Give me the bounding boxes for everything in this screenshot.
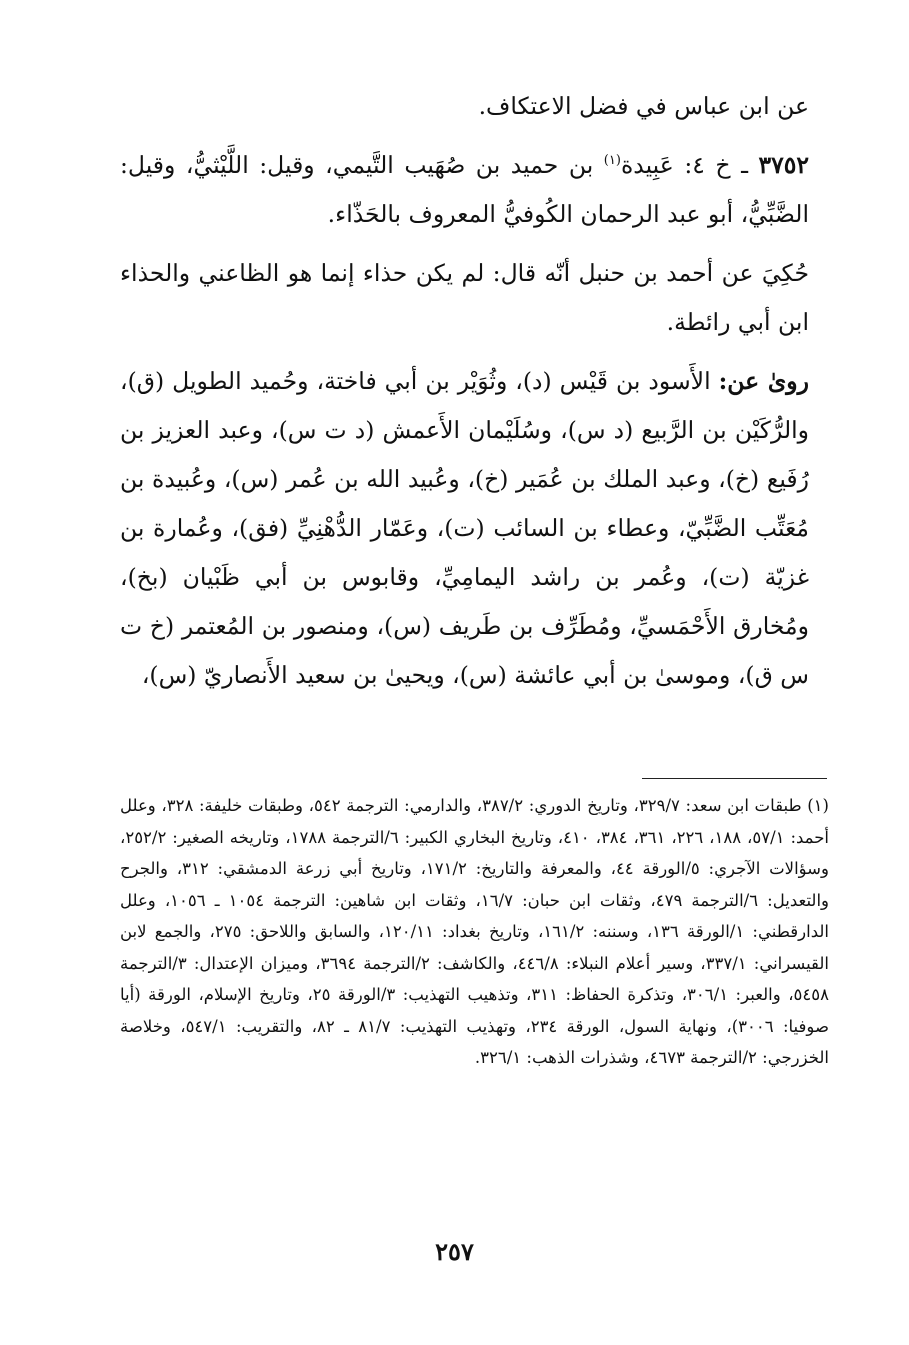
- paragraph-rawa: [120, 357, 809, 700]
- main-text: [120, 82, 809, 700]
- footnotes: [120, 790, 829, 1074]
- entry-text-start: ـ خ ٤: عَبِيدة: [620, 151, 759, 179]
- entry-number: ٣٧٥٢: [758, 151, 809, 179]
- footnote-separator: [642, 778, 827, 779]
- entry-heading: [120, 141, 809, 239]
- rawa-label: روىٰ عن:: [718, 367, 809, 395]
- footnote-reference[interactable]: (١): [603, 153, 621, 169]
- paragraph-hukiya: حُكِيَ عن أحمد بن حنبل أنّه قال: لم يكن حذاء إنما هو الظاعني والحذاء ابن أبي رائطة.: [120, 259, 809, 336]
- page-number: ٢٥٧: [435, 1237, 474, 1266]
- paragraph-continuation: عن ابن عباس في فضل الاعتكاف.: [478, 92, 809, 120]
- entry-text-rest: بن حميد بن صُهَيب التَّيمي، وقيل: اللَّيْثيُّ، وقيل: الضَّبِّيُّ، أبو عبد الرحمان الكُوفيُّ المعروف بالحَذّاء.: [120, 151, 809, 228]
- rawa-text: الأَسود بن قَيْس (د)، وثُوَيْر بن أبي فاختة، وحُميد الطويل (ق)، والرُّكَيْن بن الرَّبيع (د س)، وسُلَيْمان الأَعمش (د ت س)، وعبد العزيز بن رُفَيع (خ)، وعبد الملك بن عُمَير (خ)، وعُبيد الله بن عُمر (س)، وعُبيدة بن مُعَتِّب الضَّبِّيّ، وعطاء بن السائب (ت)، وعَمّار الدُّهْنِيِّ (فق)، وعُمارة بن غزيّة (ت)، وعُمر بن راشد اليمامِيِّ، وقابوس بن أبي ظَبْيان (بخ)، ومُخارق الأَحْمَسيِّ، ومُطَرِّف بن طَريف (س)، ومنصور بن المُعتمر (خ ت س ق)، وموسىٰ بن أبي عائشة (س)، ويحيىٰ بن سعيد الأَنصاريّ (س)،: [120, 367, 809, 689]
- footnote-1: (١) طبقات ابن سعد: ٣٢٩/٧، وتاريخ الدوري: ٣٨٧/٢، والدارمي: الترجمة ٥٤٢، وطبقات خليفة: ٣٢٨، وعلل أحمد: ٥٧/١، ١٨٨، ٢٢٦، ٣٦١، ٣٨٤، ٤١٠، وتاريخ البخاري الكبير: ٦/الترجمة ١٧٨٨، وتاريخه الصغير: ٢٥٢/٢، وسؤالات الآجري: ٥/الورقة ٤٤، والمعرفة والتاريخ: ١٧١/٢، وتاريخ أبي زرعة الدمشقي: ٣١٢، والجرح والتعديل: ٦/الترجمة ٤٧٩، وثقات ابن حبان: ١٦/٧، وثقات ابن شاهين: الترجمة ١٠٥٤ ـ ١٠٥٦، وعلل الدارقطني: ١/الورقة ١٣٦، وسننه: ١٦١/٢، وتاريخ بغداد: ١٢٠/١١، والسابق واللاحق: ٢٧٥، والجمع لابن القيسراني: ٣٣٧/١، وسير أعلام النبلاء: ٤٤٦/٨، والكاشف: ٢/الترجمة ٣٦٩٤، وميزان الإعتدال: ٣/الترجمة ٥٤٥٨، والعبر: ٣٠٦/١، وتذكرة الحفاظ: ٣١١، وتذهيب التهذيب: ٣/الورقة ٢٥، وتاريخ الإسلام، الورقة (أيا صوفيا: ٣٠٠٦)، ونهاية السول، الورقة ٢٣٤، وتهذيب التهذيب: ٨١/٧ ـ ٨٢، والتقريب: ٥٤٧/١، وخلاصة الخزرجي: ٢/الترجمة ٤٦٧٣، وشذرات الذهب: ٣٢٦/١.: [120, 796, 830, 1067]
